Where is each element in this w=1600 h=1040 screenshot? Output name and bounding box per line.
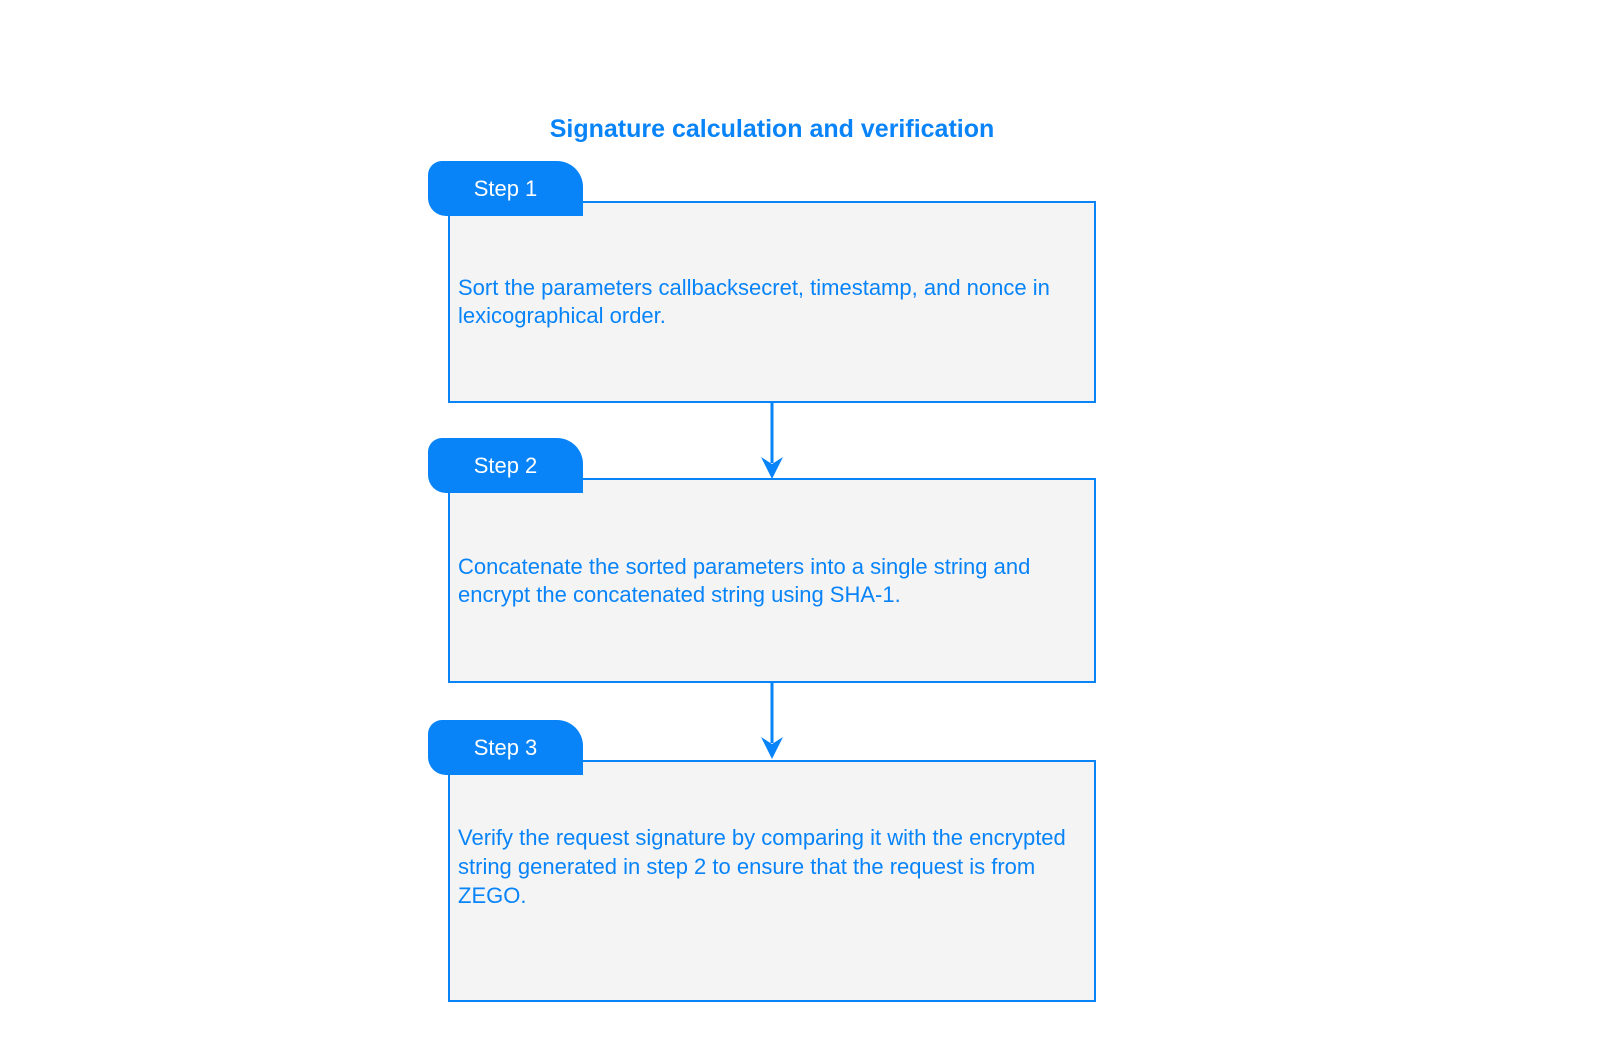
step-2-description: Concatenate the sorted parameters into a single string and encrypt the concatenated string using SHA-1. <box>458 553 1031 607</box>
step-3-description: Verify the request signature by comparing it with the encrypted string generated in step 2 to ensure that the request is from ZEGO. <box>458 824 1066 908</box>
step-2-label: Step 2 <box>473 452 538 478</box>
arrow-down-icon <box>757 683 787 760</box>
diagram-title: Signature calculation and verification <box>549 114 995 143</box>
step-2-tab <box>428 438 583 493</box>
arrow-down-icon <box>757 403 787 480</box>
step-1-label: Step 1 <box>473 175 538 201</box>
step-1-tab <box>428 161 583 216</box>
step-1-description: Sort the parameters callbacksecret, timestamp, and nonce in lexicographical order. <box>458 275 1050 328</box>
step-2-box <box>448 478 1096 683</box>
step-3-label: Step 3 <box>473 734 538 760</box>
step-3-tab <box>428 720 583 775</box>
step-3-box <box>448 760 1096 1002</box>
step-1-box <box>448 201 1096 403</box>
